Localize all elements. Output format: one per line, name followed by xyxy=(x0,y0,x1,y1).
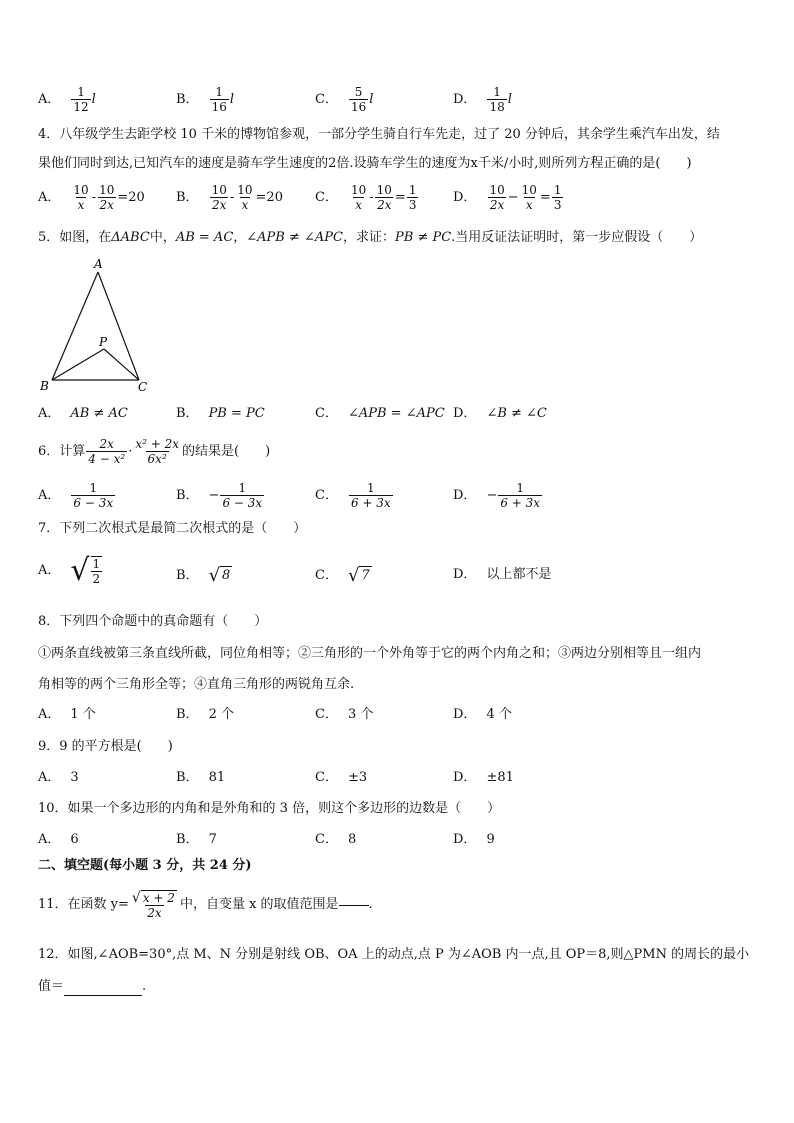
q12-stem-line1: 12．如图,∠AOB=30°,点 M、N 分别是射线 OB、OA 上的动点,点 P 为∠AOB 内一点,且 OP＝8,则△PMN 的周长的最小 xyxy=(38,947,750,962)
q8-option-a: A． 1 个 xyxy=(38,707,96,722)
q10-option-c: C． 8 xyxy=(315,832,357,847)
q12-stem-line2: 值＝ . xyxy=(38,979,147,994)
q7-stem: 7．下列二次根式是最简二次根式的是（ ） xyxy=(38,521,307,536)
q6-option-a: A． $\frac{1}{6 - 3x}$ xyxy=(38,481,114,510)
q3-option-c: C． $\frac{5}{16}$ l xyxy=(315,85,374,114)
q7-option-b: B． √ 8 xyxy=(176,565,231,586)
q8-body-line2: 角相等的两个三角形全等；④直角三角形的两锐角互余. xyxy=(38,677,355,692)
q11-stem: 11．在函数 y= √ x + 2 2x 中，自变量 x 的取值范围是 . xyxy=(38,890,373,920)
label-p: P xyxy=(99,335,108,349)
edge-bp xyxy=(52,349,104,380)
q3-option-d: D． $\frac{1}{18}$ l xyxy=(453,85,512,114)
q3-option-b: B． $\frac{1}{16}$ l xyxy=(176,85,235,114)
q5-option-a: A． AB ≠ AC xyxy=(38,406,128,421)
q10-option-d: D． 9 xyxy=(453,832,495,847)
fraction: $\frac{1}{18}$ xyxy=(489,85,505,114)
q7-option-c: C． √ 7 xyxy=(315,565,370,586)
q4-stem-line2: 果他们同时到达,已知汽车的速度是骑车学生速度的2倍.设骑车学生的速度为x千米/小时,则所列方程正确的是( ) xyxy=(38,156,692,171)
q8-stem: 8．下列四个命题中的真命题有（ ） xyxy=(38,614,268,629)
answer-blank[interactable] xyxy=(64,981,142,996)
q4-option-c: C． $\frac{10}{x}$ - $\frac{10}{2x}$ = $\frac{1}{3}$ xyxy=(315,183,417,212)
label-c: C xyxy=(138,380,148,394)
q6-stem: 6．计算 $\frac{2x}{\text{4 − x²}}$ · $\frac{\text{x² + 2x}}{\text{6x²}}$ 的结果是( ) xyxy=(38,437,271,466)
q5-stem: 5．如图，在ΔABC中，AB = AC，∠APB ≠ ∠APC，求证：PB ≠ PC.当用反证法证明时，第一步应假设（ ） xyxy=(38,230,703,245)
q7-option-d: D． 以上都不是 xyxy=(453,567,552,582)
q5-option-d: D． ∠B ≠ ∠C xyxy=(453,406,547,421)
q8-option-c: C． 3 个 xyxy=(315,707,374,722)
q10-stem: 10．如果一个多边形的内角和是外角和的 3 倍，则这个多边形的边数是（ ） xyxy=(38,801,501,816)
q4-option-a: A． $\frac{10}{x}$ - $\frac{10}{2x}$ =20 xyxy=(38,183,145,212)
section-heading: 二、填空题(每小题 3 分，共 24 分) xyxy=(38,858,252,873)
edge-ac xyxy=(98,272,139,380)
answer-blank[interactable] xyxy=(339,905,369,906)
q4-option-d: D． $\frac{10}{2x}$ − $\frac{10}{x}$ = $\frac{1}{3}$ xyxy=(453,183,562,212)
fraction: $\frac{5}{16}$ xyxy=(350,85,367,114)
q8-body-line1: ①两条直线被第三条直线所截，同位角相等；②三角形的一个外角等于它的两个内角之和；③两边分别相等且一组内 xyxy=(38,646,702,661)
q7-option-a: A． √ $\frac{1}{2}$ xyxy=(38,553,101,588)
edge-ab xyxy=(52,272,98,380)
q8-option-b: B． 2 个 xyxy=(176,707,234,722)
q10-option-a: A． 6 xyxy=(38,832,79,847)
q9-stem: 9．9 的平方根是( ) xyxy=(38,739,173,754)
label-b: B xyxy=(40,379,49,393)
q6-option-c: C． $\frac{1}{6 + 3x}$ xyxy=(315,481,391,510)
q5-option-c: C． ∠APB = ∠APC xyxy=(315,406,445,421)
q5-triangle-figure xyxy=(38,256,158,396)
q8-option-d: D． 4 个 xyxy=(453,707,512,722)
q4-stem-line1: 4．八年级学生去距学校 10 千米的博物馆参观，一部分学生骑自行车先走，过了 20 分钟后，其余学生乘汽车出发，结 xyxy=(38,127,720,142)
fraction: $\frac{1}{16}$ xyxy=(211,85,227,114)
q3-option-a: A． $\frac{1}{12}$ l xyxy=(38,85,96,114)
q4-option-b: B． $\frac{10}{2x}$ - $\frac{10}{x}$ =20 xyxy=(176,183,283,212)
q10-option-b: B． 7 xyxy=(176,832,217,847)
label-a: A xyxy=(94,257,103,271)
q9-option-a: A． 3 xyxy=(38,770,79,785)
fraction: $\frac{1}{12}$ xyxy=(73,85,89,114)
q6-option-d: D． − $\frac{1}{6 + 3x}$ xyxy=(453,481,541,510)
q6-option-b: B． − $\frac{1}{6 - 3x}$ xyxy=(176,481,263,510)
q9-option-d: D． ±81 xyxy=(453,770,514,785)
q9-option-c: C． ±3 xyxy=(315,770,368,785)
q9-option-b: B． 81 xyxy=(176,770,226,785)
q5-option-b: B． PB = PC xyxy=(176,406,265,421)
